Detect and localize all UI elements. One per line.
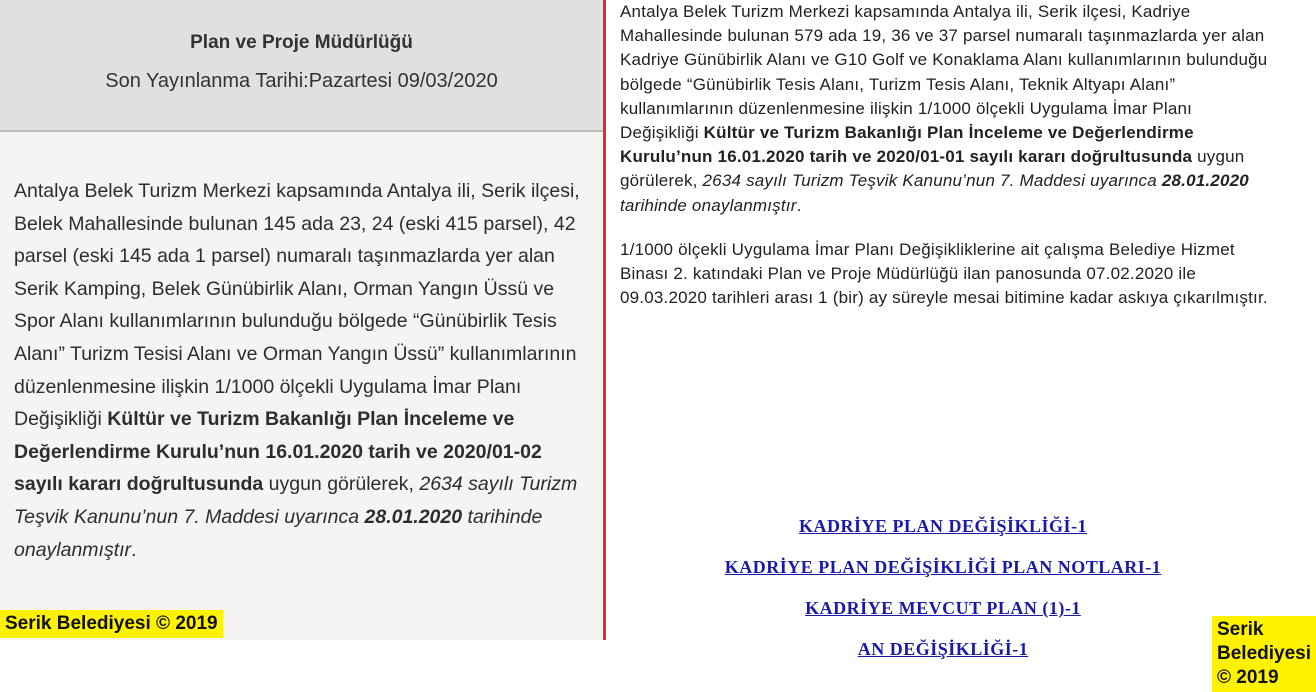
italic-segment: 2634 sayılı Turizm Teşvik Kanunu’nun 7. Maddesi uyarınca <box>14 473 578 528</box>
department-title: Plan ve Proje Müdürlüğü <box>190 32 413 53</box>
publish-date: Son Yayınlanma Tarihi:Pazartesi 09/03/2020 <box>105 70 498 92</box>
text-segment: Antalya Belek Turizm Merkezi kapsamında Antalya ili, Serik ilçesi, Belek Mahallesinde bulunan 145 ada 23, 24 (eski 415 parsel), 42 parsel (eski 145 ada 1 parsel) numaralı taşınmazlarda yer alan Serik Kamping, Belek Günübirlik Alanı, Orman Yangın Üssü ve Spor Alanı kullanımlarının bulunduğu bölgede “Günübirlik Tesis Alanı” Turizm Tesisi Alanı ve Orman Yangın Üssü” kullanımlarının düzenlenmesine ilişkin 1/1000 ölçekli Uygulama İmar Planı Değişikliği <box>14 180 580 431</box>
link-kadriye-plan-notlari[interactable]: KADRİYE PLAN DEĞİŞİKLİĞİ PLAN NOTLARI-1 <box>724 557 1162 577</box>
approval-date: 28.01.2020 <box>1161 171 1249 191</box>
bold-segment: Kültür ve Turizm Bakanlığı Plan İnceleme ve Değerlendirme Kurulu’nun 16.01.2020 tarih ve 2020/01-02 sayılı kararı doğrultusunda <box>14 408 542 496</box>
exhibition-paragraph: 1/1000 ölçekli Uygulama İmar Planı Değişikliklerine ait çalışma Belediye Hizmet Binası 2. katındaki Plan ve Proje Müdürlüğü ilan panosunda 07.02.2020 ile 09.03.2020 tarihleri arası 1 (bir) ay süreyle mesai bitimine kadar askıya çıkarılmıştır. <box>620 239 1268 308</box>
left-page-pane <box>0 0 603 640</box>
text-segment: . <box>131 538 137 561</box>
watermark-right: Serik Belediyesi © 2019 <box>1212 616 1316 692</box>
page-header <box>0 0 603 132</box>
text-segment: uygun görülerek, <box>263 473 420 496</box>
italic-segment: tarihinde onaylanmıştır <box>620 195 797 215</box>
watermark-left: Serik Belediyesi © 2019 <box>0 610 223 638</box>
text-segment: uygun görülerek, <box>620 147 1245 191</box>
link-kadriye-plan-degisikligi[interactable]: KADRİYE PLAN DEĞİŞİKLİĞİ-1 <box>798 516 1088 536</box>
link-plan-degisikligi-partial[interactable]: AN DEĞİŞİKLİĞİ-1 <box>857 639 1029 659</box>
announcement-text-kadriye <box>620 0 1270 330</box>
right-page-pane <box>606 0 1311 688</box>
text-segment: Antalya Belek Turizm Merkezi kapsamında Antalya ili, Serik ilçesi, Kadriye Mahallesinde bulunan 579 ada 19, 36 ve 37 parsel numaralı taşınmazlarda yer alan Kadriye Günübirlik Alanı ve G10 Golf ve Konaklama Alanı kullanımlarının bulunduğu bölgede “Günübirlik Tesis Alanı, Turizm Tesis Alanı, Teknik Altyapı Alanı” kullanımlarının düzenlenmesine ilişkin 1/1000 ölçekli Uygulama İmar Planı Değişikliği <box>620 2 1268 143</box>
text-segment: . <box>796 195 802 215</box>
bold-segment: Kültür ve Turizm Bakanlığı Plan İnceleme ve Değerlendirme Kurulu’nun 16.01.2020 tarih ve 2020/01-01 sayılı kararı doğrultusunda <box>620 123 1194 167</box>
italic-segment: 2634 sayılı Turizm Teşvik Kanunu’nun 7. Maddesi uyarınca <box>702 171 1162 191</box>
announcement-paragraph <box>14 175 594 566</box>
approval-date: 28.01.2020 <box>364 505 463 528</box>
italic-segment: tarihinde onaylanmıştır <box>14 505 543 561</box>
plan-document-links <box>606 506 1280 670</box>
announcement-paragraph <box>620 0 1270 218</box>
announcement-text-belek <box>14 175 594 566</box>
link-kadriye-mevcut-plan[interactable]: KADRİYE MEVCUT PLAN (1)-1 <box>805 598 1081 618</box>
